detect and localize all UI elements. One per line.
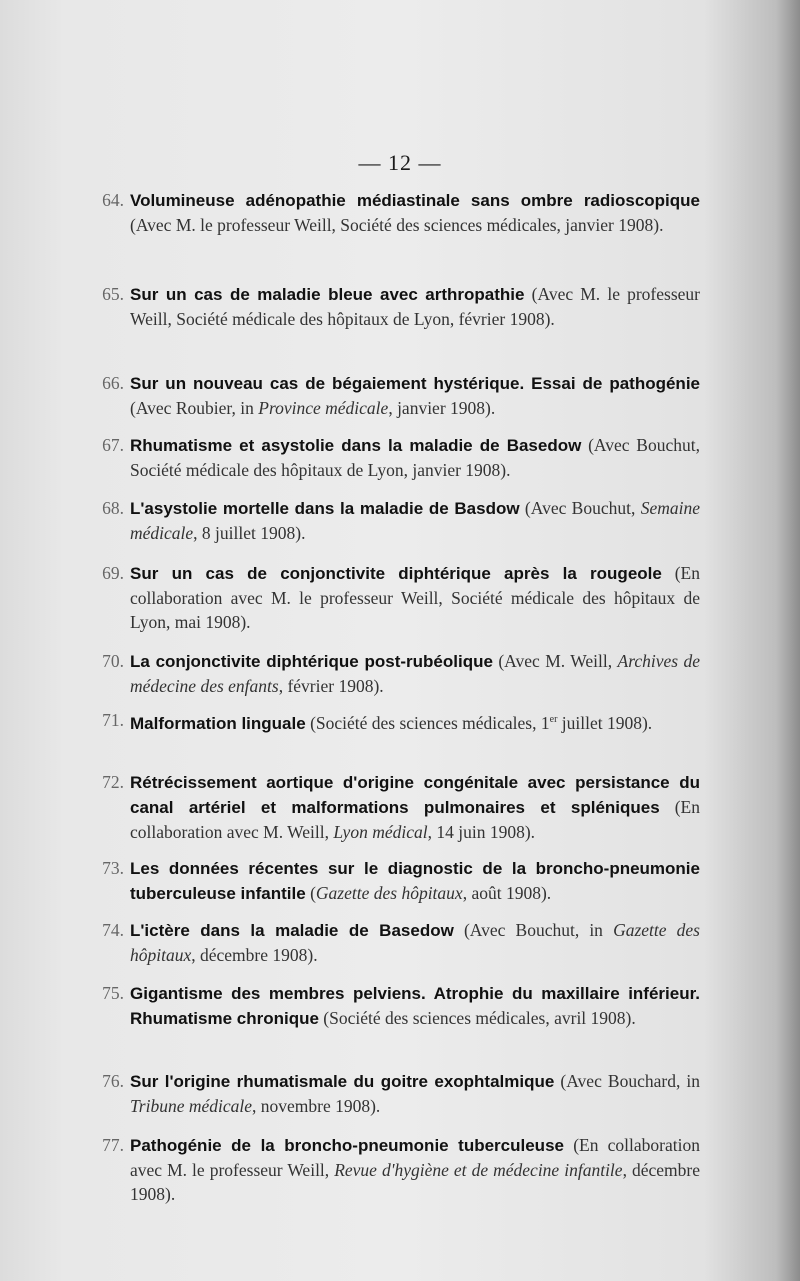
entry-details: (: [305, 883, 316, 903]
entry-publication: Gazette des hôpitaux: [315, 883, 463, 903]
entry-title: Sur l'origine rhumatismale du goitre exophtalmique: [130, 1072, 555, 1091]
entry-number: 64.: [102, 190, 124, 210]
entry-publication: Archives de médecine des enfants: [130, 651, 700, 696]
entry-publication: Gazette des hôpitaux: [130, 920, 700, 965]
entry-details: (Avec M. le professeur Weill, Société médicale des hôpitaux de Lyon, février 1908).: [130, 284, 700, 329]
bibliography-entry: [104, 371, 700, 420]
bibliography-entry: [104, 918, 700, 967]
entry-date: , novembre 1908).: [252, 1096, 381, 1116]
entry-details: (Société des sciences médicales, avril 1908).: [318, 1008, 636, 1028]
bibliography-entry: [104, 496, 700, 545]
bibliography-entry: [104, 282, 700, 331]
entry-date: , février 1908).: [278, 676, 384, 696]
entry-title: Pathogénie de la broncho-pneumonie tuberculeuse: [130, 1136, 564, 1155]
entry-details: (En collaboration avec M. Weill,: [130, 797, 700, 842]
entry-number: 66.: [102, 373, 124, 393]
entry-date: , janvier 1908).: [388, 398, 496, 418]
bibliography-entry: [104, 649, 700, 698]
bibliography-entry: [104, 433, 700, 482]
entry-number: 65.: [102, 284, 124, 304]
entry-number: 77.: [102, 1135, 124, 1155]
entry-title: L'asystolie mortelle dans la maladie de Basdow: [130, 499, 520, 518]
entry-title: Rhumatisme et asystolie dans la maladie de Basedow: [130, 436, 582, 455]
entry-publication: Semaine médicale: [130, 498, 700, 543]
bibliography-entry: [104, 708, 700, 736]
bibliography-entry: [104, 770, 700, 844]
entry-title: Sur un nouveau cas de bégaiement hystérique. Essai de pathogénie: [130, 374, 700, 393]
entry-number: 68.: [102, 498, 124, 518]
entry-details: (Avec Bouchard, in: [554, 1071, 700, 1091]
entry-number: 74.: [102, 920, 124, 940]
entry-date: , décembre 1908).: [130, 1160, 700, 1204]
entry-date: , août 1908).: [462, 883, 552, 903]
entry-title: Sur un cas de maladie bleue avec arthropathie: [130, 285, 525, 304]
entry-title: La conjonctivite diphtérique post-rubéolique: [130, 652, 493, 671]
entry-publication: Tribune médicale: [130, 1096, 252, 1116]
bibliography-entry: [104, 561, 700, 634]
entry-title: Rétrécissement aortique d'origine congénitale avec persistance du canal artériel et malformations pulmonaires et spléniques: [130, 773, 700, 817]
entry-number: 71.: [102, 710, 124, 730]
entry-publication: Lyon médical: [333, 822, 428, 842]
entry-superscript: er: [549, 714, 558, 725]
entry-date: juillet 1908).: [557, 712, 653, 733]
entry-publication: Revue d'hygiène et de médecine infantile: [334, 1160, 623, 1180]
entry-number: 69.: [102, 563, 124, 583]
entry-number: 73.: [102, 858, 124, 878]
entry-date: , décembre 1908).: [191, 945, 318, 965]
entry-title: Sur un cas de conjonctivite diphtérique après la rougeole: [130, 564, 662, 583]
bibliography-entry: [104, 1133, 700, 1206]
entry-date: , 14 juin 1908).: [427, 822, 536, 842]
bibliography-entry: [104, 188, 700, 237]
entry-details: (Avec Bouchut, in: [453, 920, 614, 940]
entry-details: (Avec M. Weill,: [492, 651, 618, 671]
bibliography-entry: [104, 856, 700, 906]
bibliography-entry: [104, 1069, 700, 1118]
entry-details: (Société des sciences médicales, 1: [305, 712, 550, 733]
entry-title: Les données récentes sur le diagnostic de la broncho-pneumonie tuberculeuse infantile: [130, 859, 700, 903]
entry-title: Volumineuse adénopathie médiastinale sans ombre radioscopique: [130, 191, 700, 210]
entry-publication: Province médicale: [258, 398, 389, 418]
entry-number: 67.: [102, 435, 124, 455]
entry-details: (En collaboration avec M. le professeur Weill, Société médicale des hôpitaux de Lyon, mai 1908).: [130, 563, 700, 632]
entry-number: 72.: [102, 772, 124, 792]
entry-number: 75.: [102, 983, 124, 1003]
entry-details: (Avec M. le professeur Weill, Société des sciences médicales, janvier 1908).: [130, 215, 664, 235]
entry-number: 70.: [102, 651, 124, 671]
entry-details: (Avec Bouchut,: [519, 498, 641, 518]
entry-number: 76.: [102, 1071, 124, 1091]
entry-title: L'ictère dans la maladie de Basedow: [130, 921, 454, 940]
page-number: — 12 —: [358, 150, 442, 175]
entry-details: (Avec Roubier, in: [130, 398, 259, 418]
entry-date: , 8 juillet 1908).: [193, 523, 306, 543]
entry-title: Malformation linguale: [130, 713, 306, 733]
entry-details: (Avec Bouchut, Société médicale des hôpitaux de Lyon, janvier 1908).: [130, 435, 700, 480]
entry-title: Gigantisme des membres pelviens. Atrophie du maxillaire inférieur. Rhumatisme chronique: [130, 984, 700, 1028]
bibliography-entry: [104, 981, 700, 1031]
entry-details: (En collaboration avec M. le professeur Weill,: [130, 1135, 700, 1180]
